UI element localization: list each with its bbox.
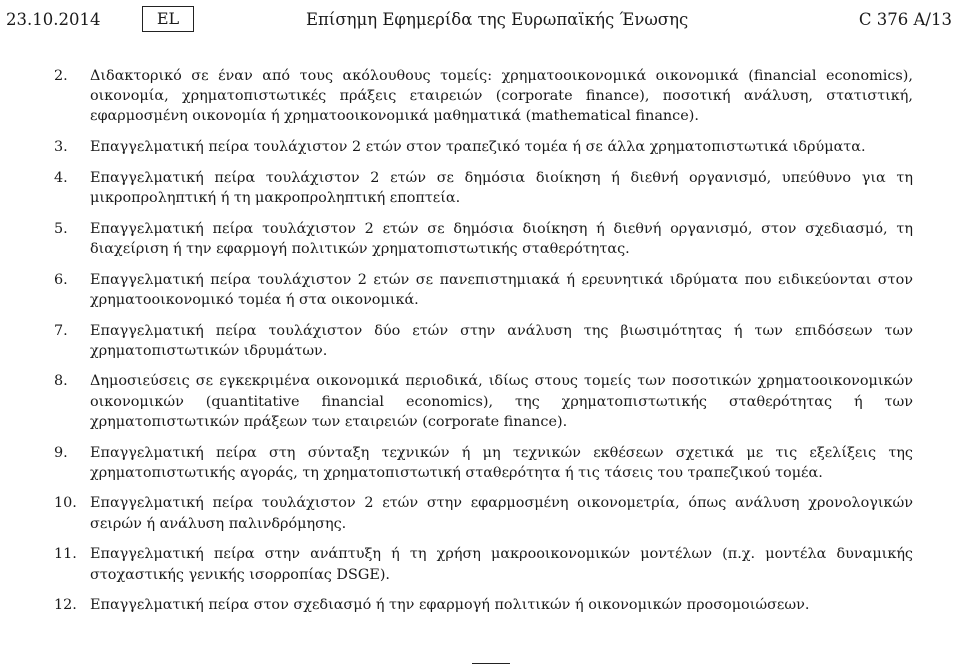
list-item (54, 168, 913, 208)
list-item (54, 595, 913, 615)
item-number: 4. (54, 169, 68, 186)
item-text: Επαγγελματική πείρα τουλάχιστον 2 ετών σε δημόσια διοίκηση ή διεθνή οργανισμό, υπεύθυνο για τη μικροπροληπτική ή τη μακροπροληπτική εποπτεία. (90, 169, 913, 207)
item-number: 12. (54, 597, 77, 614)
item-number: 2. (54, 68, 68, 84)
list-item (54, 544, 913, 584)
list-item (54, 270, 913, 310)
item-text: Επαγγελματική πείρα τουλάχιστον 2 ετών σε πανεπιστημιακά ή ερευνητικά ιδρύματα που ειδικεύονται στον χρηματοοικονομικό τομέα ή στα οικονομικά. (90, 271, 913, 308)
list-item (54, 321, 913, 361)
list-item (54, 443, 913, 483)
list-item (54, 137, 913, 157)
item-number: 10. (54, 495, 77, 512)
item-text: Επαγγελματική πείρα στην ανάπτυξη ή τη χρήση μακροοικονομικών μοντέλων (π.χ. μοντέλα δυναμικής στοχαστικής γενικής ισορροπίας DSGE). (90, 546, 913, 583)
list-item (54, 493, 913, 533)
list-item (54, 219, 913, 259)
item-text: Επαγγελματική πείρα τουλάχιστον 2 ετών στην εφαρμοσμένη οικονομετρία, όπως ανάλυση χρονολογικών σειρών ή ανάλυση παλινδρόμησης. (90, 495, 913, 532)
item-text: Επαγγελματική πείρα τουλάχιστον 2 ετών στον τραπεζικό τομέα ή σε άλλα χρηματοπιστωτικά ιδρύματα. (90, 139, 866, 156)
item-number: 7. (54, 322, 68, 339)
footer-rule (472, 663, 510, 664)
language-code-box: EL (142, 6, 194, 32)
item-number: 3. (54, 139, 68, 156)
item-text: Επαγγελματική πείρα στη σύνταξη τεχνικών ή μη τεχνικών εκθέσεων σχετικά με τις εξελίξεις της χρηματοπιστωτικής αγοράς, τη χρηματοπιστωτική σταθερότητα ή τις τάσεις του τραπεζικού τομέα. (90, 444, 913, 481)
requirements-list (54, 66, 913, 626)
item-text: Επαγγελματική πείρα στον σχεδιασμό ή την εφαρμογή πολιτικών ή οικονομικών προσομοιώσεων. (90, 597, 810, 614)
item-number: 9. (54, 444, 68, 461)
journal-title: Επίσημη Εφημερίδα της Ευρωπαϊκής Ένωσης (306, 10, 689, 29)
item-number: 8. (54, 373, 68, 390)
list-item (54, 66, 913, 127)
item-text: Διδακτορικό σε έναν από τους ακόλουθους τομείς: χρηματοοικονομικά οικονομικά (financial economics), οικονομία, χρηματοπιστωτικές πράξεις εταιρειών (corporate finance), ποσοτική ανάλυση, στατιστική, εφαρμοσμένη οικονομία ή χρηματοοικονομικά μαθηματικά (mathematical finance). (90, 68, 913, 125)
item-number: 11. (54, 546, 77, 563)
item-text: Επαγγελματική πείρα τουλάχιστον 2 ετών σε δημόσια διοίκηση ή διεθνή οργανισμό, στον σχεδιασμό, τη διαχείριση ή την εφαρμογή πολιτικών χρηματοπιστωτικής σταθερότητας. (90, 220, 913, 257)
publication-date: 23.10.2014 (6, 10, 101, 29)
page-header (6, 6, 952, 32)
item-text: Δημοσιεύσεις σε εγκεκριμένα οικονομικά περιοδικά, ιδίως στους τομείς των ποσοτικών χρηματοοικονομικών οικονομικών (quantitative financial economics), της χρηματοπιστωτικής σταθερότητας ή των χρηματοπιστωτικών πράξεων των εταιρειών (corporate finance). (90, 373, 913, 430)
page-reference: C 376 A/13 (858, 10, 952, 29)
list-item (54, 371, 913, 432)
item-text: Επαγγελματική πείρα τουλάχιστον δύο ετών στην ανάλυση της βιωσιμότητας ή των επιδόσεων των χρηματοπιστωτικών ιδρυμάτων. (90, 322, 913, 359)
item-number: 6. (54, 271, 68, 288)
item-number: 5. (54, 220, 68, 237)
